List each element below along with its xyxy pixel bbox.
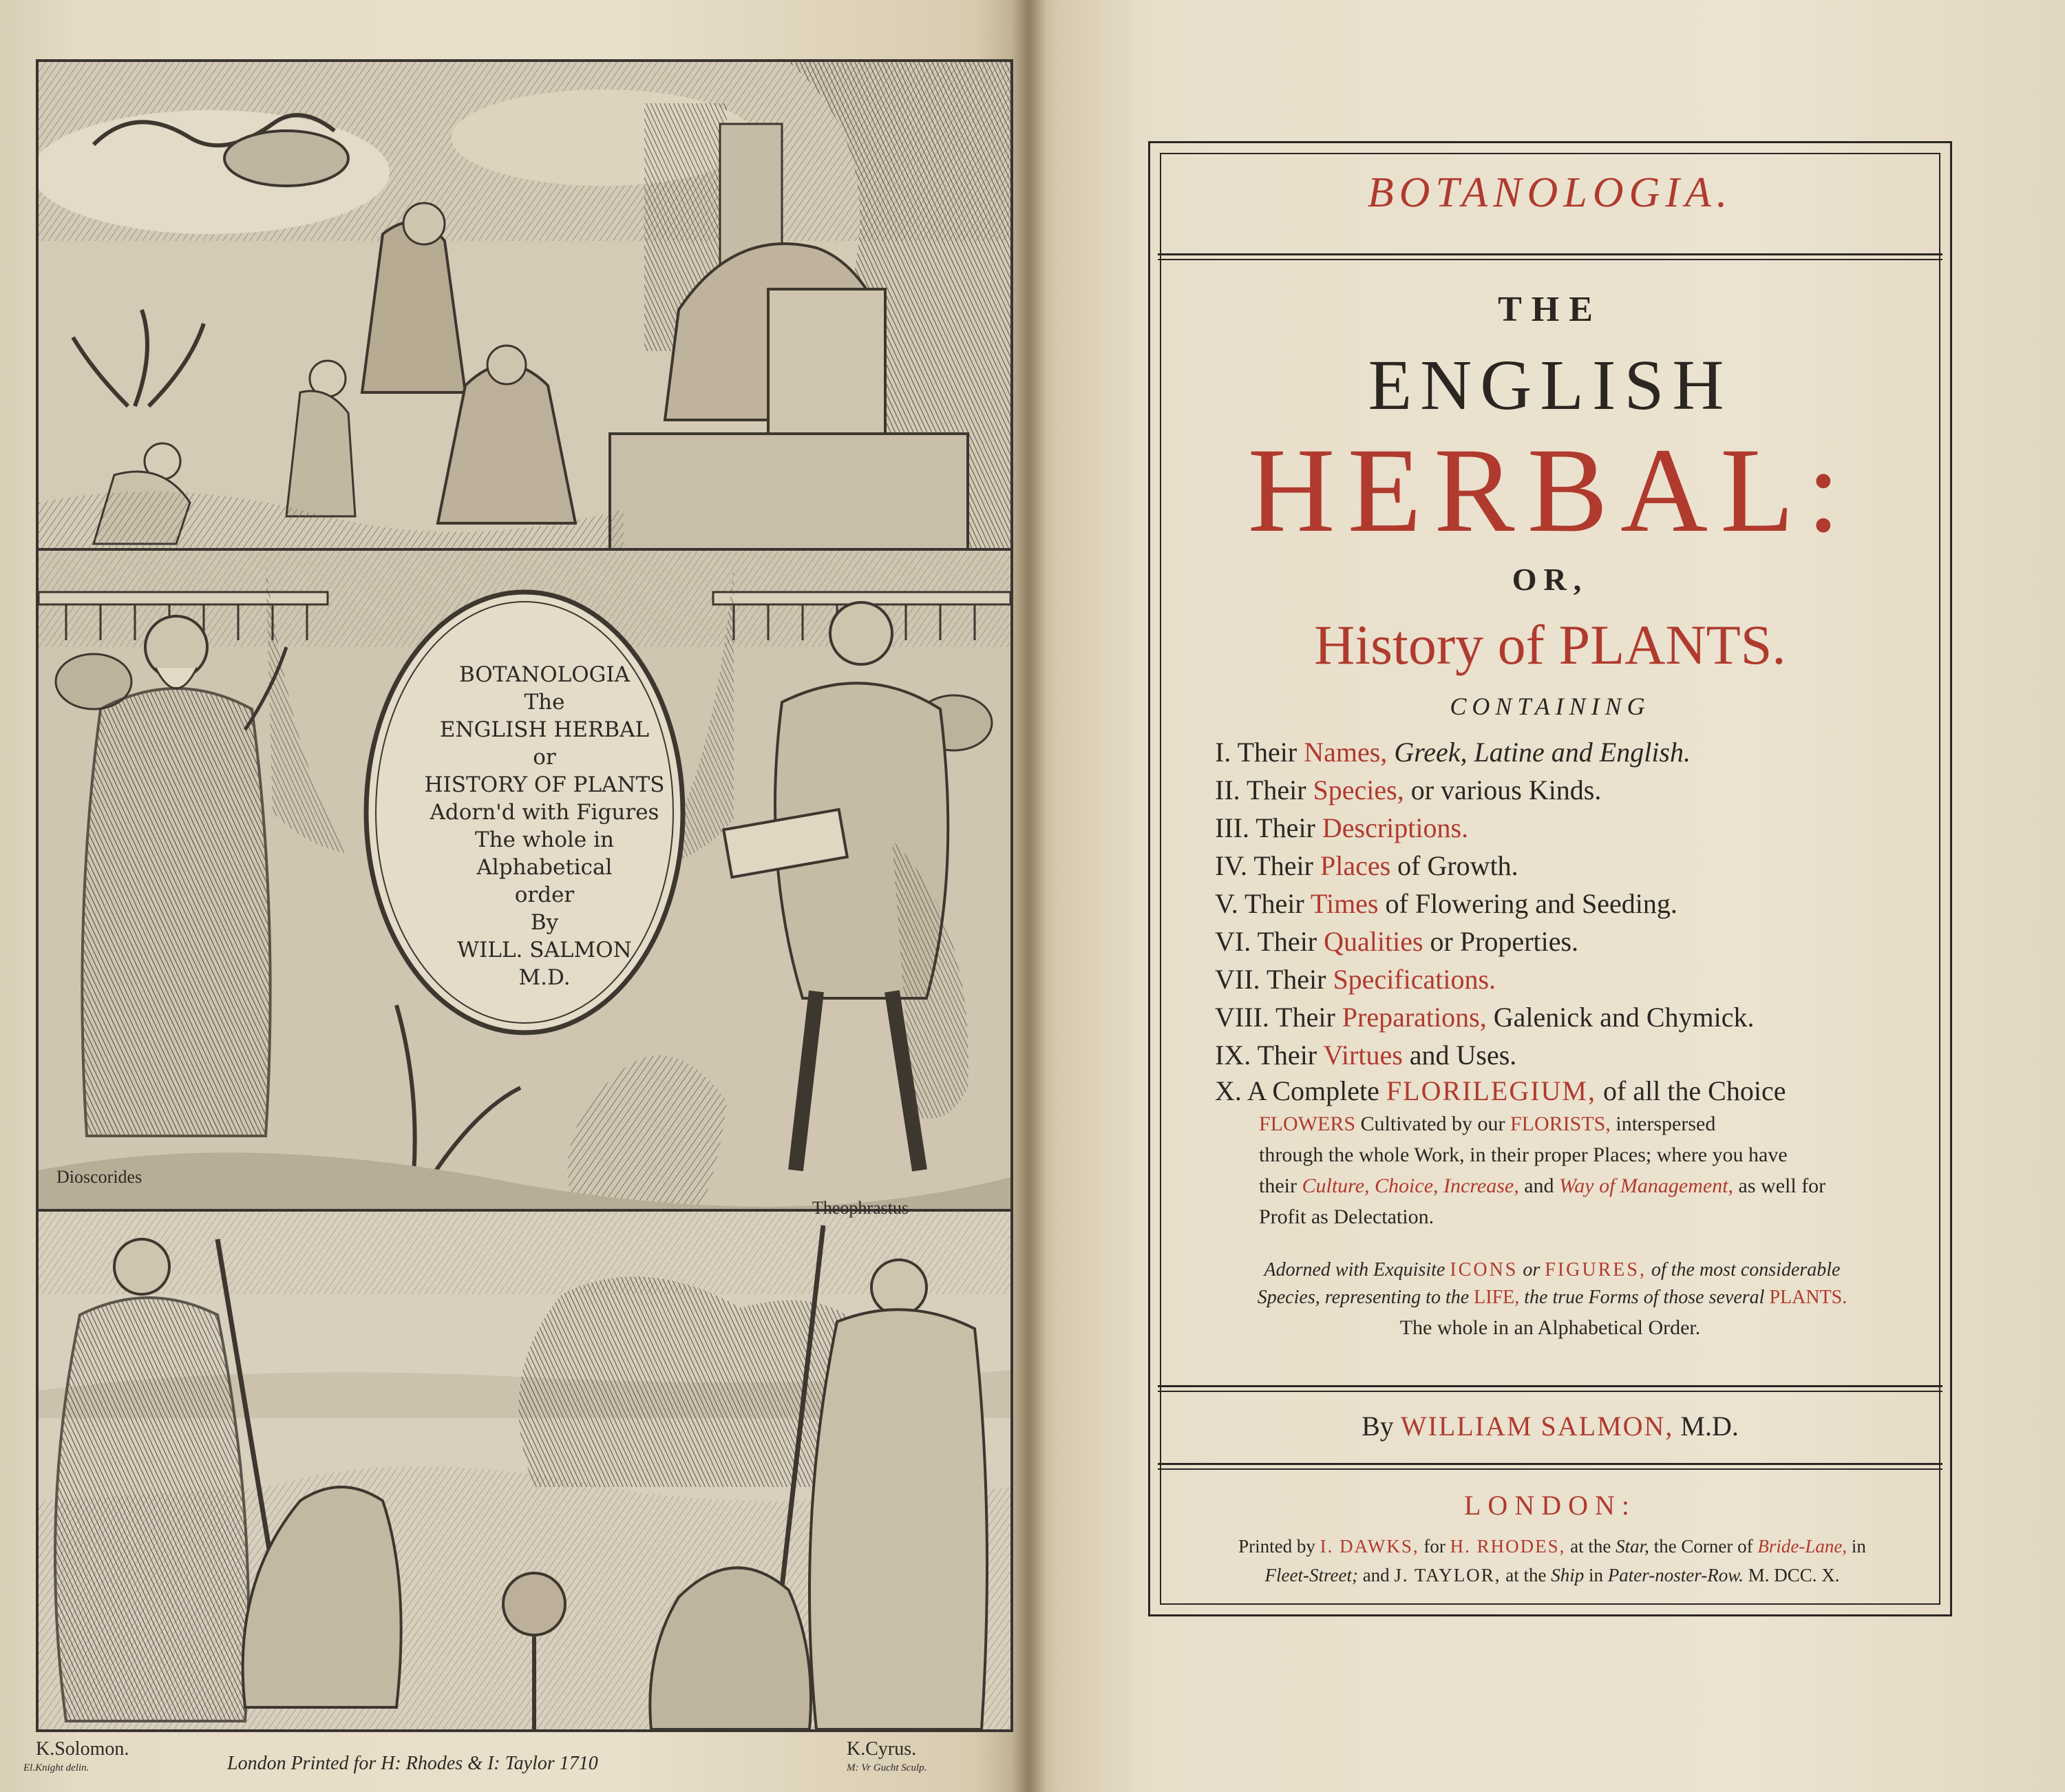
item-their: Their xyxy=(1256,812,1315,843)
imprint-for: for xyxy=(1423,1536,1446,1557)
oval-line-2: The xyxy=(524,690,565,715)
adorned-lead: Adorned with Exquisite xyxy=(1264,1259,1446,1280)
item-number: IX. xyxy=(1215,1040,1251,1071)
engraving-middle-panel xyxy=(39,551,1010,1212)
item-their: Their xyxy=(1253,850,1313,881)
caption-dioscorides: Dioscorides xyxy=(56,1167,142,1187)
imprint-ship: Ship xyxy=(1551,1565,1585,1585)
item-their: Their xyxy=(1275,1002,1335,1033)
imprint-dawks: I. DAWKS, xyxy=(1320,1536,1419,1557)
item-rest: of Flowering and Seeding. xyxy=(1385,888,1677,919)
adorned-considerable: of the most considerable xyxy=(1651,1259,1841,1280)
item-rest: Greek, Latine and English. xyxy=(1394,737,1691,768)
imprint-in: in xyxy=(1851,1536,1866,1557)
caption-theophrastus: Theophrastus xyxy=(812,1198,909,1218)
item10-line-5: Profit as Delectation. xyxy=(1259,1205,1434,1228)
adorned-species: Species, representing to the xyxy=(1257,1287,1470,1308)
adorned-true-forms: the true Forms of those several xyxy=(1524,1287,1765,1308)
title-or: OR, xyxy=(1512,562,1589,597)
imprint-in-2: in xyxy=(1589,1565,1604,1585)
item-rest: and Uses. xyxy=(1409,1040,1517,1071)
item-key: Species, xyxy=(1313,774,1404,805)
item10-their: their xyxy=(1259,1174,1297,1197)
oval-line-8: order xyxy=(514,883,575,907)
item-number: V. xyxy=(1215,888,1238,919)
caption-engraver: M: Vr Gucht Sculp. xyxy=(847,1762,927,1773)
list-item xyxy=(1215,998,1931,1036)
imprint-at-the: at the xyxy=(1570,1536,1611,1557)
imprint-details xyxy=(1180,1532,1924,1590)
item-number: VIII. xyxy=(1215,1002,1269,1033)
item10-flowers: FLOWERS xyxy=(1259,1113,1356,1135)
frontispiece-engraving xyxy=(36,59,1013,1732)
item-their: Their xyxy=(1245,888,1304,919)
adorned-figures: FIGURES, xyxy=(1545,1259,1646,1280)
list-item xyxy=(1215,733,1931,771)
imprint-and: and xyxy=(1362,1565,1390,1585)
author-degree: M.D. xyxy=(1680,1411,1739,1442)
rule-1 xyxy=(1158,253,1942,260)
item10-florists: FLORISTS, xyxy=(1510,1113,1611,1135)
item-number: X. xyxy=(1215,1075,1242,1106)
item10-line-2 xyxy=(1215,1108,1931,1139)
item10-cultivated: Cultivated by our xyxy=(1360,1113,1505,1135)
engraving-top-panel xyxy=(39,62,1010,551)
item-rest: or Properties. xyxy=(1430,926,1579,957)
title-history-of-plants: History of PLANTS. xyxy=(1314,613,1786,676)
item-key: Times xyxy=(1310,888,1379,919)
item-number: VI. xyxy=(1215,926,1251,957)
oval-line-5: HISTORY OF PLANTS xyxy=(424,772,665,797)
adorned-paragraph xyxy=(1180,1256,1924,1311)
engraving-bottom-panel xyxy=(39,1212,1010,1729)
adorned-icons: ICONS xyxy=(1450,1259,1518,1280)
list-item xyxy=(1215,771,1931,809)
item10-florilegium: FLORILEGIUM, xyxy=(1386,1075,1596,1106)
adorned-life: LIFE, xyxy=(1474,1287,1520,1308)
item-rest: or various Kinds. xyxy=(1410,774,1602,805)
author-name: WILLIAM SALMON, xyxy=(1400,1411,1674,1442)
item-key: Names, xyxy=(1304,737,1388,768)
imprint-rhodes: H. RHODES, xyxy=(1450,1536,1566,1557)
item10-line-4 xyxy=(1215,1170,1931,1201)
landscape-scene-image xyxy=(39,1212,1010,1729)
oval-line-11: M.D. xyxy=(518,965,571,990)
book-gutter xyxy=(1012,0,1046,1792)
oval-line-7: The whole in Alphabetical xyxy=(475,828,614,880)
item10-as-well: as well for xyxy=(1738,1174,1826,1197)
list-item xyxy=(1215,960,1931,998)
caption-solomon: K.Solomon. xyxy=(36,1738,129,1760)
item-their: Their xyxy=(1257,926,1317,957)
rule-3 xyxy=(1158,1463,1942,1470)
adorned-plants: PLANTS. xyxy=(1769,1287,1847,1308)
author-line xyxy=(1158,1410,1942,1442)
item-key: Virtues xyxy=(1323,1040,1403,1071)
item-number: III. xyxy=(1215,812,1249,843)
list-item xyxy=(1215,923,1931,960)
imprint-corner: the Corner of xyxy=(1653,1536,1753,1557)
item-rest: Galenick and Chymick. xyxy=(1493,1002,1755,1033)
author-by: By xyxy=(1362,1411,1394,1442)
list-item xyxy=(1215,847,1931,885)
item10-tail: of all the Choice xyxy=(1603,1075,1786,1106)
item-key: Preparations, xyxy=(1342,1002,1487,1033)
item-their: Their xyxy=(1257,1040,1317,1071)
item10-culture: Culture, Choice, Increase, xyxy=(1302,1174,1519,1197)
list-item xyxy=(1215,1036,1931,1074)
item10-line-1 xyxy=(1215,1074,1931,1108)
imprint-pater-noster-row: Pater-noster-Row. xyxy=(1607,1565,1744,1585)
item-key: Specifications. xyxy=(1333,964,1496,995)
caption-delineator: El.Knight delin. xyxy=(23,1762,89,1773)
oval-line-9: By xyxy=(530,910,559,935)
item-key: Qualities xyxy=(1324,926,1423,957)
item10-and: and xyxy=(1524,1174,1554,1197)
allegorical-scene-image xyxy=(39,62,1010,551)
item-their: Their xyxy=(1246,774,1306,805)
item10-line-3: through the whole Work, in their proper Places; where you have xyxy=(1259,1143,1788,1166)
imprint-bride-lane: Bride-Lane, xyxy=(1757,1536,1847,1557)
list-item xyxy=(1215,885,1931,923)
item-their: Their xyxy=(1266,964,1326,995)
adorned-or: or xyxy=(1523,1259,1540,1280)
oval-line-1: BOTANOLOGIA xyxy=(458,662,631,687)
title-english: ENGLISH xyxy=(1368,346,1733,425)
oval-line-4: or xyxy=(533,745,556,770)
imprint-star: Star, xyxy=(1616,1536,1649,1557)
title-botanologia: BOTANOLOGIA. xyxy=(1367,169,1733,216)
item-key: Places xyxy=(1320,850,1391,881)
caption-cyrus: K.Cyrus. xyxy=(847,1738,917,1760)
title-herbal: HERBAL: xyxy=(1247,423,1853,558)
item-key: Descriptions. xyxy=(1322,812,1469,843)
imprint-fleet-street: Fleet-Street; xyxy=(1264,1565,1358,1585)
oval-line-10: WILL. SALMON xyxy=(457,938,632,962)
item-their: Their xyxy=(1237,737,1298,768)
item10-way: Way of Management, xyxy=(1559,1174,1734,1197)
oval-line-3: ENGLISH HERBAL xyxy=(439,717,650,742)
caption-imprint: London Printed for H: Rhodes & I: Taylor 1710 xyxy=(227,1753,598,1774)
rule-2 xyxy=(1158,1385,1942,1392)
alphabetical-order-line: The whole in an Alphabetical Order. xyxy=(1399,1316,1701,1339)
imprint-taylor: J. TAYLOR, xyxy=(1394,1565,1501,1585)
item10-lead: A Complete xyxy=(1247,1075,1379,1106)
imprint-printed-by: Printed by xyxy=(1238,1536,1315,1557)
item-number: II. xyxy=(1215,774,1240,805)
oval-line-6: Adorn'd with Figures xyxy=(430,800,659,825)
contents-list xyxy=(1215,733,1931,1074)
item-number: VII. xyxy=(1215,964,1260,995)
item-number: IV. xyxy=(1215,850,1248,881)
item-number: I. xyxy=(1215,737,1231,768)
imprint-at-the-2: at the xyxy=(1505,1565,1547,1585)
list-item xyxy=(1215,809,1931,847)
title-containing: CONTAINING xyxy=(1450,693,1651,720)
imprint-date: M. DCC. X. xyxy=(1748,1565,1840,1585)
oval-title-cartouche xyxy=(410,661,679,991)
item-rest: of Growth. xyxy=(1397,850,1518,881)
list-item-florilegium xyxy=(1215,1074,1931,1232)
title-the: THE xyxy=(1498,290,1602,329)
item10-interspersed: interspersed xyxy=(1616,1113,1716,1135)
imprint-place: LONDON: xyxy=(1464,1490,1636,1521)
